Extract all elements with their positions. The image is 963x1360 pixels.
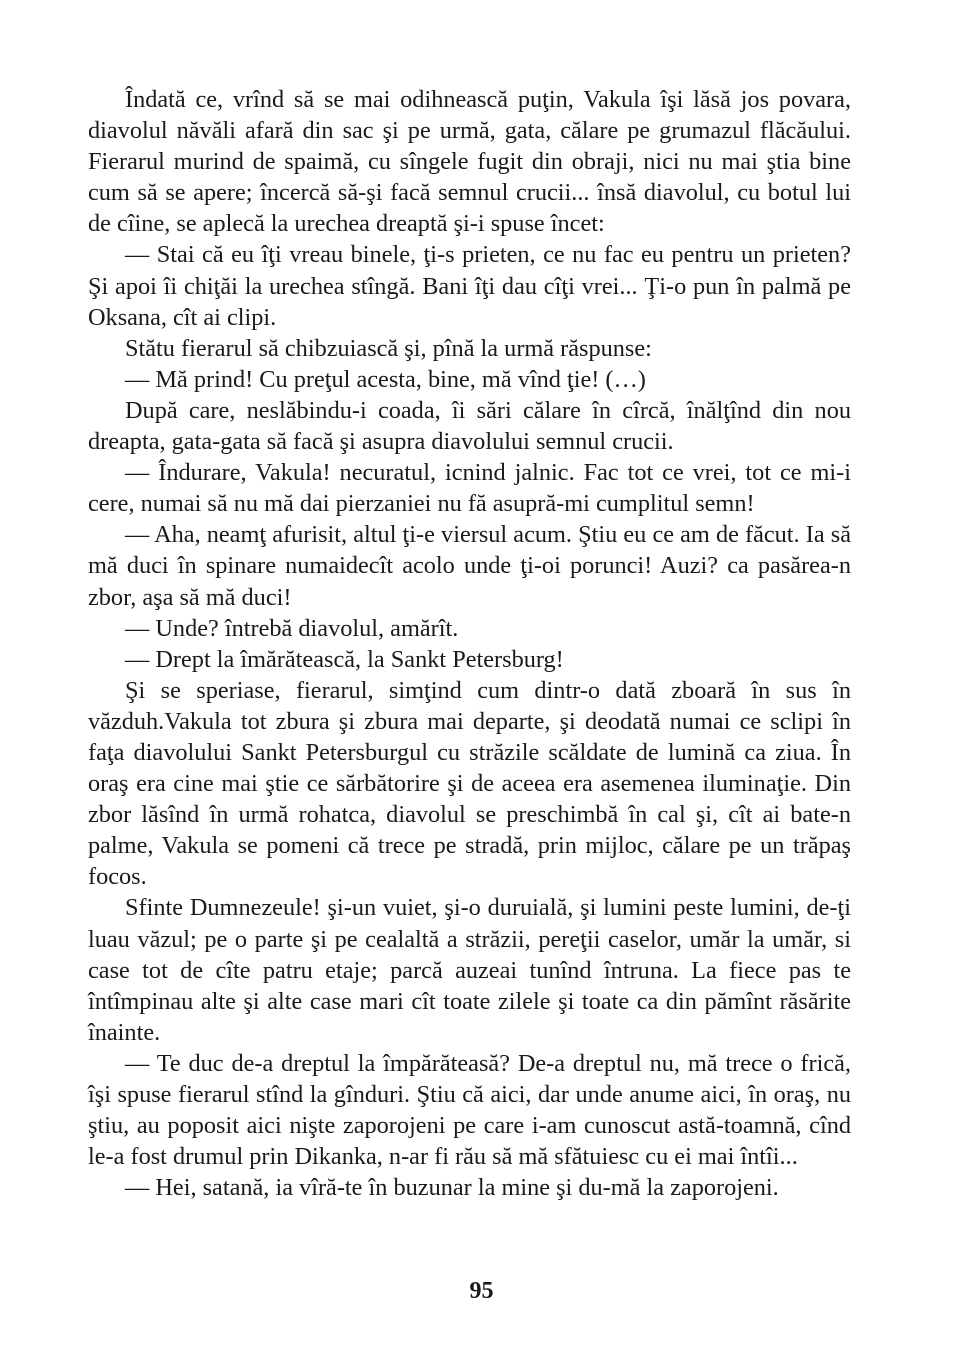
dialogue-line: — Aha, neamţ afurisit, altul ţi-e viersul acum. Ştiu eu ce am de făcut. Ia să mă duci în spinare numaidecît acolo unde ţi-oi porunci! Auzi? ca pasărea-n zbor, aşa să mă duci! xyxy=(88,521,851,611)
dialogue-line: — Unde? întrebă diavolul, amărît. xyxy=(125,614,459,642)
dialogue-line: — Hei, satană, ia vîră-te în buzunar la mine şi du-mă la zaporojeni. xyxy=(125,1174,779,1202)
dialogue-line: — Îndurare, Vakula! necuratul, icnind jalnic. Fac tot ce vrei, tot ce mi-i cere, numai să nu mă dai pierzaniei nu fă asupră-mi cumplitul semn! xyxy=(88,459,851,518)
paragraph: Şi se speriase, fierarul, simţind cum dintr-o dată zboară în sus în văzduh.Vakula tot zbura şi zbura mai departe, şi deodată numai ce sclipi în faţa diavolului Sankt Petersburgul cu străzile scăldate de lumină ca ziua. În oraş era cine mai ştie ce sărbătorire şi de aceea era asemenea iluminaţie. Din zbor lăsînd în urmă rohatca, diavolul se preschimbă în cal şi, cît ai bate-n palme, Vakula se pomeni că trece pe stradă, prin mijloc, călare pe un trăpaş focos. xyxy=(88,676,851,891)
dialogue-line: — Mă prind! Cu preţul acesta, bine, mă vînd ţie! (…) xyxy=(125,365,646,393)
page-number: 95 xyxy=(469,1278,494,1304)
paragraph: După care, neslăbindu-i coada, îi sări călare în cîrcă, înălţînd din nou dreapta, gata-gata să facă şi asupra diavolului semnul crucii. xyxy=(88,396,851,456)
paragraph: Sfinte Dumnezeule! şi-un vuiet, şi-o duruială, şi lumini peste lumini, de-ţi luau văzul; pe o parte şi pe cealaltă a străzii, pereţii caselor, umăr la umăr, si case tot de cîte patru etaje; parcă auzeai tunînd întruna. La fiece pas te întîmpinau alte şi alte case mari cît toate zilele şi toate ca din pămînt răsărite înainte. xyxy=(88,894,851,1046)
page-body xyxy=(88,84,851,1203)
dialogue-line: — Drept la îmărătească, la Sankt Petersburg! xyxy=(125,645,564,673)
paragraph: Stătu fierarul să chibzuiască şi, pînă la urmă răspunse: xyxy=(125,334,652,362)
paragraph: Îndată ce, vrînd să se mai odihnească puţin, Vakula îşi lăsă jos povara, diavolul năvăli afară din sac şi pe urmă, gata, călare pe grumazul flăcăului. Fierarul murind de spaimă, cu sîngele fugit din obraji, nici nu mai ştia bine cum să se apere; încercă să-şi facă semnul crucii... însă diavolul, cu botul lui de cîine, se aplecă la urechea dreaptă şi-i spuse încet: xyxy=(88,86,851,238)
dialogue-line: — Te duc de-a dreptul la împărăteasă? De-a dreptul nu, mă trece o frică, îşi spuse fierarul stînd la gînduri. Ştiu că aici, dar unde anume aici, în oraş, nu ştiu, au poposit aici nişte zaporojeni pe care i-am cunoscut astă-toamnă, cînd le-a fost drumul prin Dikanka, n-ar fi rău să mă sfătuiesc cu ei mai întîi... xyxy=(88,1049,851,1171)
dialogue-line: — Stai că eu îţi vreau binele, ţi-s prieten, ce nu fac eu pentru un prieten? Şi apoi îi chiţăi la urechea stîngă. Bani îţi dau cîţi vrei... Ţi-o pun în palmă pe Oksana, cît ai clipi. xyxy=(88,241,851,331)
